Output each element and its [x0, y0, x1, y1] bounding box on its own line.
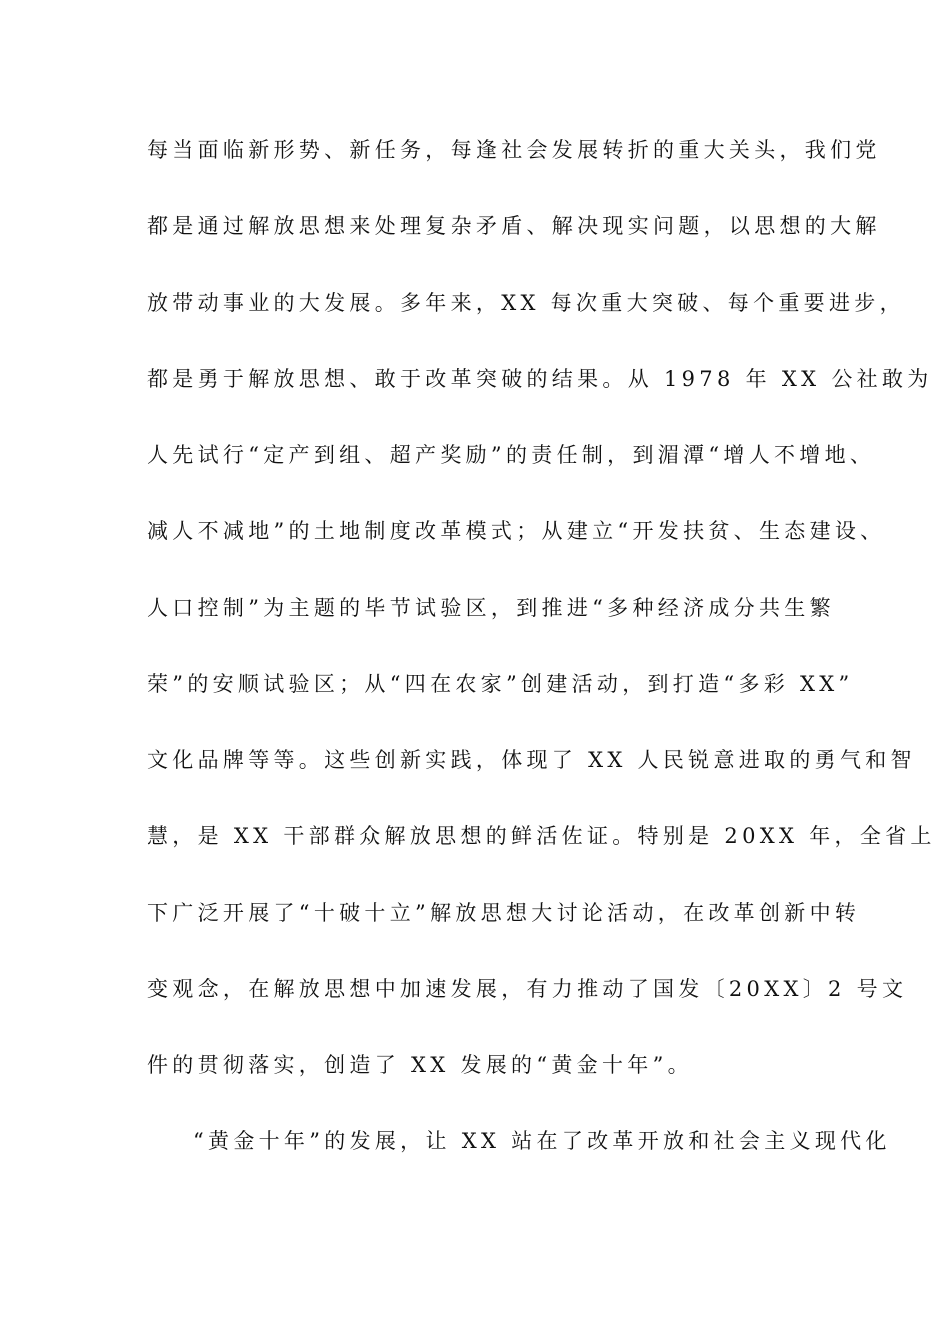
paragraph-line: 每当面临新形势、新任务，每逢社会发展转折的重大关头，我们党: [147, 138, 881, 162]
paragraph-line: 慧，是 XX 干部群众解放思想的鲜活佐证。特别是 20XX 年，全省上: [147, 824, 936, 848]
paragraph-line: 荣”的安顺试验区；从“四在农家”创建活动，到打造“多彩 XX”: [147, 672, 854, 696]
paragraph-line: 放带动事业的大发展。多年来，XX 每次重大突破、每个重要进步，: [147, 291, 905, 315]
paragraph-line: 都是勇于解放思想、敢于改革突破的结果。从 1978 年 XX 公社敢为: [147, 367, 933, 391]
paragraph-line: 人口控制”为主题的毕节试验区，到推进“多种经济成分共生繁: [147, 596, 835, 620]
paragraph-line: 文化品牌等等。这些创新实践，体现了 XX 人民锐意进取的勇气和智: [147, 748, 916, 772]
paragraph-line: 变观念，在解放思想中加速发展，有力推动了国发〔20XX〕2 号文: [147, 977, 908, 1001]
paragraph-line: “黄金十年”的发展，让 XX 站在了改革开放和社会主义现代化: [193, 1129, 891, 1153]
paragraph-line: 下广泛开展了“十破十立”解放思想大讨论活动，在改革创新中转: [147, 901, 861, 925]
paragraph-line: 减人不减地”的土地制度改革模式；从建立“开发扶贫、生态建设、: [147, 519, 886, 543]
paragraph-line: 都是通过解放思想来处理复杂矛盾、解决现实问题，以思想的大解: [147, 214, 881, 238]
paragraph-line: 件的贯彻落实，创造了 XX 发展的“黄金十年”。: [147, 1053, 693, 1077]
paragraph-line: 人先试行“定产到组、超产奖励”的责任制，到湄潭“增人不增地、: [147, 443, 876, 467]
